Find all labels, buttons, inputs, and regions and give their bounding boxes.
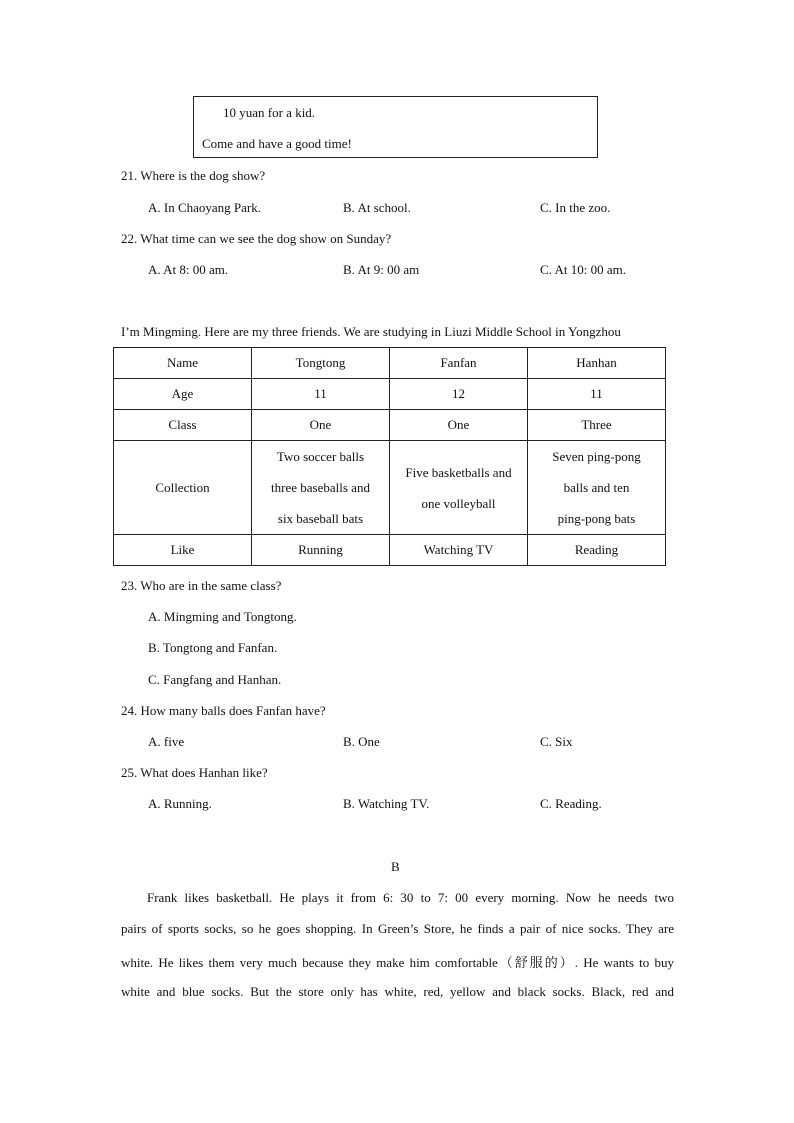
notice-line-price: 10 yuan for a kid. (223, 105, 316, 120)
table-cell: 11 (528, 379, 666, 410)
table-cell: Tongtong (252, 348, 390, 379)
q21-option-a: A. In Chaoyang Park. (148, 200, 262, 215)
table-cell: Like (114, 535, 252, 566)
q24-option-c: C. Six (540, 734, 573, 749)
q24-option-b: B. One (343, 734, 380, 749)
table-cell: One (390, 410, 528, 441)
q21-option-b: B. At school. (343, 200, 411, 215)
table-cell: Collection (114, 441, 252, 535)
cell-line: Two soccer balls (276, 449, 365, 464)
question-23: 23. Who are in the same class? (121, 578, 282, 593)
table-row (114, 410, 666, 441)
q23-option-c: C. Fangfang and Hanhan. (148, 672, 282, 687)
table-cell: Reading (528, 535, 666, 566)
q22-option-c: C. At 10: 00 am. (540, 262, 626, 277)
table-cell: Age (114, 379, 252, 410)
passage-line: Frank likes basketball. He plays it from 6: 30 to 7: 00 every morning. Now he needs two (147, 890, 674, 905)
q24-option-a: A. five (148, 734, 185, 749)
cell-line: six baseball bats (277, 511, 364, 526)
table-header-row (114, 348, 666, 379)
question-21: 21. Where is the dog show? (121, 168, 266, 183)
q21-option-c: C. In the zoo. (540, 200, 611, 215)
table-cell: Watching TV (390, 535, 528, 566)
cell-line: Five basketballs and (405, 464, 512, 480)
q22-option-a: A. At 8: 00 am. (148, 262, 229, 277)
q23-option-b: B. Tongtong and Fanfan. (148, 640, 278, 655)
question-25: 25. What does Hanhan like? (121, 765, 268, 780)
q22-option-b: B. At 9: 00 am (343, 262, 420, 277)
passage-line: pairs of sports socks, so he goes shopping. In Green’s Store, he finds a pair of nice socks. They are (121, 921, 674, 936)
table-cell: Fanfan (390, 348, 528, 379)
table-cell: Class (114, 410, 252, 441)
table-row (114, 379, 666, 410)
table-row (114, 535, 666, 566)
passage-line: white. He likes them very much because they make him comfortable（舒服的）. He wants to buy (121, 955, 674, 970)
cell-line: balls and ten (563, 480, 630, 495)
q23-option-a: A. Mingming and Tongtong. (148, 609, 297, 624)
table-row (114, 441, 666, 535)
question-24: 24. How many balls does Fanfan have? (121, 703, 326, 718)
cell-line: one volleyball (421, 495, 496, 511)
q25-option-c: C. Reading. (540, 796, 602, 811)
notice-line-invite: Come and have a good time! (202, 136, 352, 151)
section-b-passage (121, 890, 674, 1010)
table-cell: One (252, 410, 390, 441)
table-cell (252, 441, 390, 535)
table-cell: Running (252, 535, 390, 566)
table-cell (528, 441, 666, 535)
q25-option-b: B. Watching TV. (343, 796, 430, 811)
table-cell (390, 441, 528, 535)
cell-line: ping-pong bats (557, 511, 636, 526)
table-cell: 12 (390, 379, 528, 410)
passage-line: white and blue socks. But the store only has white, red, yellow and black socks. Black, red and (121, 984, 674, 999)
notice-box (193, 96, 598, 158)
section-b-heading: B (391, 859, 400, 874)
q25-option-a: A. Running. (148, 796, 212, 811)
table-cell: 11 (252, 379, 390, 410)
cell-line: three baseballs and (271, 480, 370, 495)
cell-line: Seven ping-pong (552, 449, 641, 464)
friends-info-table (113, 347, 666, 566)
question-22: 22. What time can we see the dog show on Sunday? (121, 231, 392, 246)
table-cell: Hanhan (528, 348, 666, 379)
intro-text: I’m Mingming. Here are my three friends. We are studying in Liuzi Middle School in Yongzhou (121, 324, 621, 339)
table-cell: Three (528, 410, 666, 441)
table-cell: Name (114, 348, 252, 379)
